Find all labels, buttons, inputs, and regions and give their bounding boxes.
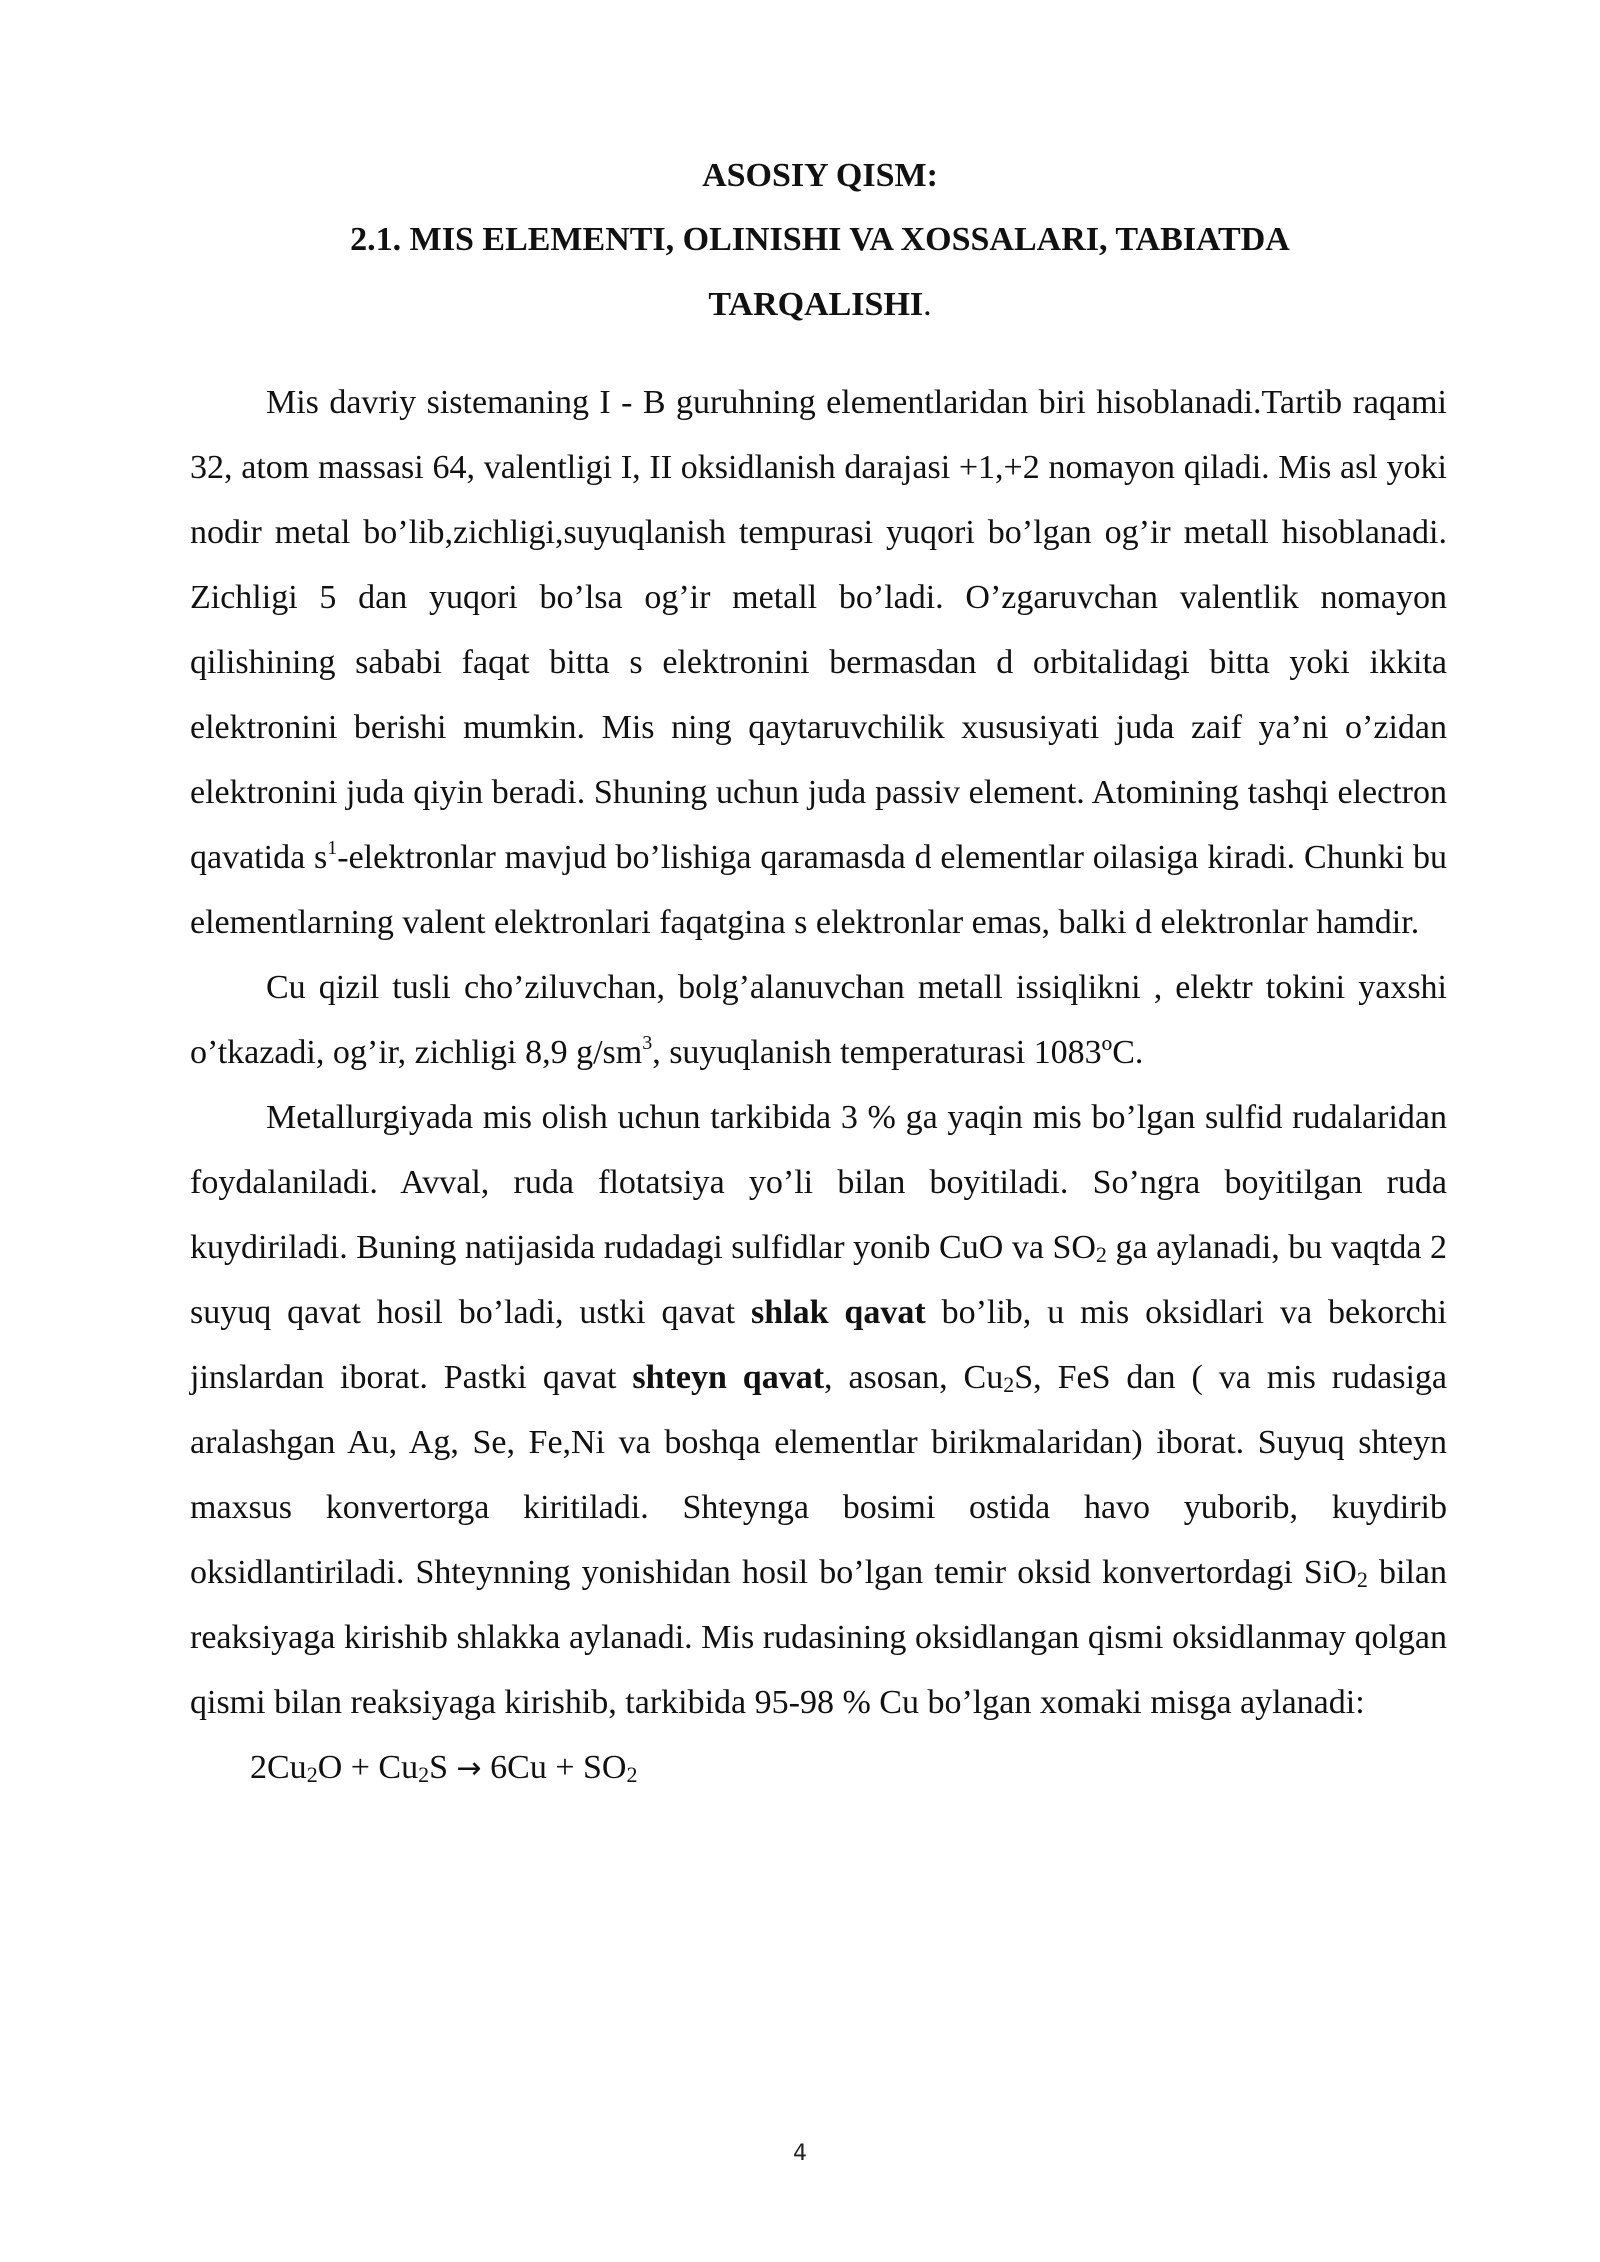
paragraph-text: S, FeS dan ( va mis rudasiga aralashgan Au, Ag, Se, Fe,Ni va boshqa elementlar birikmalaridan) iborat. Suyuq shteyn maxsus konvertorga kiritiladi. Shteynga bosimi ostida havo yuborib, kuydirib oksidlantiriladi. Shteynning yonishidan hosil bo’lgan temir oksid konvertordagi SiO — [190, 1359, 1447, 1591]
equation-part: 6Cu + SO — [481, 1749, 627, 1786]
subscript: 2 — [1095, 1242, 1107, 1267]
chemical-equation — [190, 1735, 1447, 1801]
reaction-arrow-icon: → — [456, 1751, 482, 1786]
paragraph-text: -elektronlar mavjud bo’lishiga qaramasda d elementlar oilasiga kiradi. Chunki bu elementlarning valent elektronlari faqatgina s elektronlar emas, balki d elektronlar hamdir. — [190, 839, 1447, 941]
body-text — [190, 370, 1447, 1801]
equation-part: S — [429, 1749, 457, 1786]
bold-term-slag-layer: shlak qavat — [751, 1294, 926, 1331]
paragraph-metallurgy — [190, 1085, 1447, 1735]
section-heading: ASOSIY QISM: — [702, 157, 938, 194]
paragraph-physical-properties — [190, 955, 1447, 1085]
superscript: 1 — [327, 837, 338, 859]
subscript: 2 — [626, 1762, 638, 1787]
subscript: 2 — [418, 1762, 430, 1787]
paragraph-text: Metallurgiyada mis olish uchun tarkibida 3 % ga yaqin mis bo’lgan sulfid rudalaridan foydalaniladi. Avval, ruda flotatsiya yo’li bilan boyitiladi. So’ngra boyitilgan ruda kuydiriladi. Buning natijasida rudadagi sulfidlar yonib CuO va SO — [190, 1099, 1447, 1266]
paragraph-text: bilan reaksiyaga kirishib shlakka aylanadi. Mis rudasining oksidlangan qismi oksidlanmay qolgan qismi bilan reaksiyaga kirishib, tarkibida 95-98 % Cu bo’lgan xomaki misga aylanadi: — [190, 1554, 1447, 1721]
paragraph-text: bo’lib, u mis oksidlari va bekorchi jinslardan iborat. Pastki qavat — [190, 1294, 1447, 1396]
equation-part: O + Cu — [317, 1749, 419, 1786]
bold-term-matte-layer: shteyn qavat — [632, 1359, 825, 1396]
paragraph-text: , asosan, Cu — [824, 1359, 1004, 1396]
paragraph-text: Cu qizil tusli cho’ziluvchan, bolg’alanuvchan metall issiqlikni , elektr tokini yaxshi o’tkazadi, og’ir, zichligi 8,9 g/sm — [190, 969, 1447, 1071]
subscript: 2 — [1003, 1372, 1015, 1397]
subsection-title-line-2 — [190, 285, 1450, 325]
paragraph-text: , suyuqlanish temperaturasi 1083ºC. — [652, 1034, 1144, 1071]
subscript: 2 — [1356, 1567, 1368, 1592]
superscript: 3 — [642, 1032, 653, 1054]
subsection-title-line-1: 2.1. MIS ELEMENTI, OLINISHI VA XOSSALARI, TABIATDA — [350, 221, 1290, 258]
subsection-title-text: TARQALISHI — [708, 286, 924, 323]
page-number: 4 — [793, 2141, 807, 2166]
equation-part: 2Cu — [250, 1749, 307, 1786]
subsection-title-period: . — [923, 286, 932, 323]
paragraph-text: ga aylanadi, bu vaqtda 2 suyuq qavat hosil bo’ladi, ustki qavat — [190, 1229, 1447, 1331]
paragraph-copper-properties — [190, 370, 1447, 955]
subscript: 2 — [306, 1762, 318, 1787]
paragraph-text: Mis davriy sistemaning I - B guruhning elementlaridan biri hisoblanadi.Tartib raqami 32, atom massasi 64, valentligi I, II oksidlanish darajasi +1,+2 nomayon qiladi. Mis asl yoki nodir metal bo’lib,zichligi,suyuqlanish tempurasi yuqori bo’lgan og’ir metall hisoblanadi. Zichligi 5 dan yuqori bo’lsa og’ir metall bo’ladi. O’zgaruvchan valentlik nomayon qilishining sababi faqat bitta s elektronini bermasdan d orbitalidagi bitta yoki ikkita elektronini berishi mumkin. Mis ning qaytaruvchilik xususiyati juda zaif ya’ni o’zidan elektronini juda qiyin beradi. Shuning uchun juda passiv element. Atomining tashqi electron qavatida s — [190, 384, 1447, 876]
